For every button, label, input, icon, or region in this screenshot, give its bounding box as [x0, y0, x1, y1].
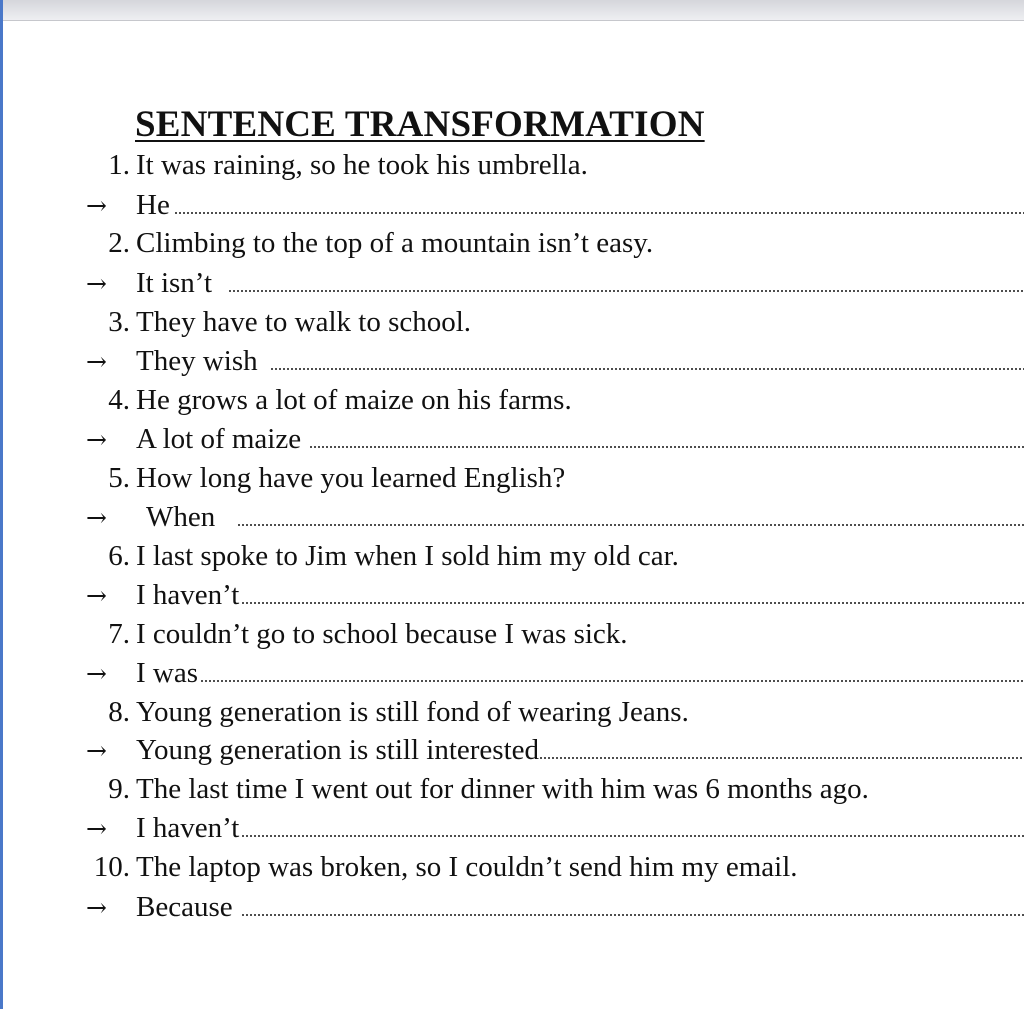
question-number: 5.	[108, 462, 130, 494]
window-top-bar	[0, 0, 1024, 21]
question-text: It was raining, so he took his umbrella.	[136, 149, 588, 181]
answer-blank[interactable]	[237, 521, 1024, 529]
question-text: The laptop was broken, so I couldn’t send him my email.	[136, 851, 798, 883]
answer-blank[interactable]	[241, 911, 1024, 919]
answer-prompt: It isn’t	[136, 267, 212, 299]
answer-row	[0, 420, 1024, 459]
question-text: The last time I went out for dinner with him was 6 months ago.	[136, 773, 869, 805]
answer-row	[0, 498, 1024, 537]
question-number: 9.	[108, 773, 130, 805]
answer-blank[interactable]	[174, 209, 1024, 217]
answer-row	[0, 576, 1024, 615]
answer-row	[0, 264, 1024, 303]
question-number: 4.	[108, 384, 130, 416]
answer-row	[0, 888, 1024, 927]
question-text: I last spoke to Jim when I sold him my old car.	[136, 540, 679, 572]
question-number: 7.	[108, 618, 130, 650]
question-text: Young generation is still fond of wearing Jeans.	[136, 696, 689, 728]
question-number: 3.	[108, 306, 130, 338]
arrow-icon: →	[86, 581, 107, 610]
question-row	[0, 693, 1024, 732]
question-number: 1.	[108, 149, 130, 181]
question-row	[0, 303, 1024, 342]
answer-prompt: Because	[136, 891, 233, 923]
answer-prompt: When	[146, 501, 216, 533]
arrow-icon: →	[86, 893, 107, 922]
question-number: 6.	[108, 540, 130, 572]
answer-prompt: They wish	[136, 345, 258, 377]
answer-row	[0, 342, 1024, 381]
arrow-icon: →	[86, 347, 107, 376]
answer-blank[interactable]	[270, 365, 1024, 373]
answer-blank[interactable]	[309, 443, 1024, 451]
answer-row	[0, 186, 1024, 225]
question-text: I couldn’t go to school because I was sick.	[136, 618, 628, 650]
question-row	[0, 537, 1024, 576]
question-text: Climbing to the top of a mountain isn’t easy.	[136, 227, 654, 259]
answer-blank[interactable]	[539, 754, 1024, 762]
answer-blank[interactable]	[241, 599, 1024, 607]
answer-prompt: I haven’t	[136, 812, 240, 844]
question-text: He grows a lot of maize on his farms.	[136, 384, 572, 416]
answer-row	[0, 654, 1024, 693]
answer-row	[0, 731, 1024, 770]
question-row	[0, 381, 1024, 420]
answer-prompt: I was	[136, 657, 199, 689]
worksheet-title: SENTENCE TRANSFORMATION	[135, 104, 705, 145]
question-row	[0, 459, 1024, 498]
question-row	[0, 224, 1024, 263]
arrow-icon: →	[86, 191, 107, 220]
question-row	[0, 615, 1024, 654]
question-number: 8.	[108, 696, 130, 728]
answer-blank[interactable]	[228, 287, 1024, 295]
arrow-icon: →	[86, 736, 107, 765]
arrow-icon: →	[86, 814, 107, 843]
answer-prompt: I haven’t	[136, 579, 240, 611]
question-number: 2.	[108, 227, 130, 259]
arrow-icon: →	[86, 659, 107, 688]
arrow-icon: →	[86, 425, 107, 454]
arrow-icon: →	[86, 503, 107, 532]
question-text: How long have you learned English?	[136, 462, 566, 494]
answer-blank[interactable]	[200, 677, 1024, 685]
question-row	[0, 848, 1024, 887]
answer-prompt: He	[136, 189, 170, 221]
answer-prompt: A lot of maize	[136, 423, 302, 455]
question-row	[0, 146, 1024, 185]
answer-prompt: Young generation is still interested	[136, 734, 540, 766]
question-number: 10.	[93, 851, 130, 883]
question-row	[0, 770, 1024, 809]
arrow-icon: →	[86, 269, 107, 298]
answer-blank[interactable]	[241, 832, 1024, 840]
question-text: They have to walk to school.	[136, 306, 472, 338]
answer-row	[0, 809, 1024, 848]
